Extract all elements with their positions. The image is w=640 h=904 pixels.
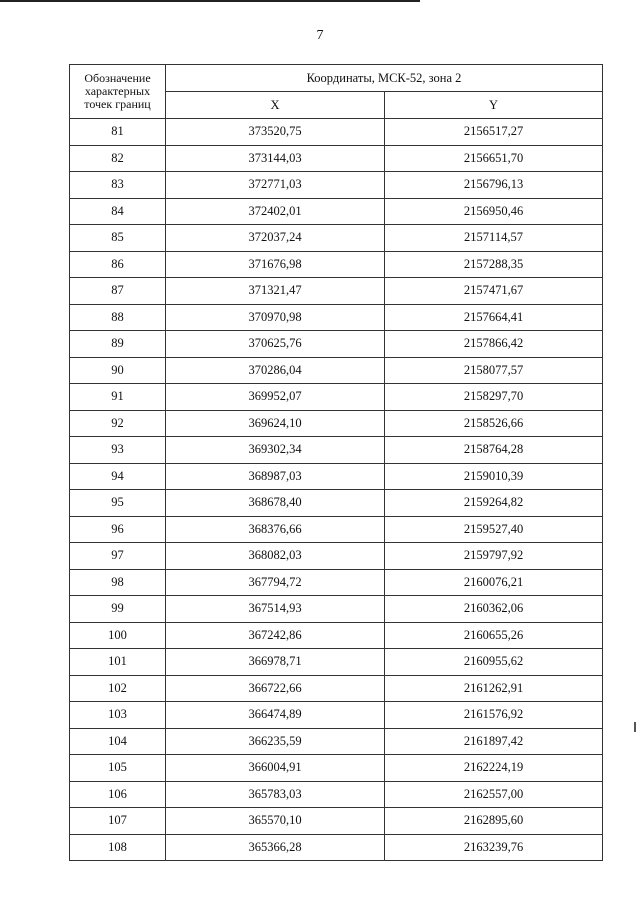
cell-y: 2157866,42: [385, 331, 603, 358]
cell-y: 2160076,21: [385, 569, 603, 596]
table-row: [70, 755, 603, 782]
cell-y: 2158526,66: [385, 410, 603, 437]
cell-point: 98: [70, 569, 166, 596]
table-row: [70, 543, 603, 570]
cell-point: 105: [70, 755, 166, 782]
cell-y: 2157114,57: [385, 225, 603, 252]
cell-point: 93: [70, 437, 166, 464]
coordinates-table: [69, 64, 603, 861]
cell-y: 2160955,62: [385, 649, 603, 676]
header-coordinates: Координаты, МСК-52, зона 2: [166, 65, 603, 92]
cell-x: 372037,24: [166, 225, 385, 252]
cell-point: 94: [70, 463, 166, 490]
cell-point: 97: [70, 543, 166, 570]
cell-x: 373144,03: [166, 145, 385, 172]
cell-y: 2156651,70: [385, 145, 603, 172]
cell-point: 87: [70, 278, 166, 305]
cell-point: 85: [70, 225, 166, 252]
cell-x: 368376,66: [166, 516, 385, 543]
cell-x: 368082,03: [166, 543, 385, 570]
table-row: [70, 225, 603, 252]
cell-y: 2161576,92: [385, 702, 603, 729]
cell-point: 101: [70, 649, 166, 676]
cell-y: 2158297,70: [385, 384, 603, 411]
cell-point: 89: [70, 331, 166, 358]
cell-point: 96: [70, 516, 166, 543]
table-row: [70, 675, 603, 702]
cell-x: 365570,10: [166, 808, 385, 835]
cell-x: 365366,28: [166, 834, 385, 861]
cell-point: 100: [70, 622, 166, 649]
cell-x: 373520,75: [166, 119, 385, 146]
table-row: [70, 622, 603, 649]
cell-x: 370286,04: [166, 357, 385, 384]
cell-point: 86: [70, 251, 166, 278]
cell-y: 2160655,26: [385, 622, 603, 649]
cell-x: 367514,93: [166, 596, 385, 623]
cell-point: 91: [70, 384, 166, 411]
table-row: [70, 145, 603, 172]
table-row: [70, 172, 603, 199]
cell-x: 369624,10: [166, 410, 385, 437]
table-row: [70, 490, 603, 517]
cell-y: 2162557,00: [385, 781, 603, 808]
cell-x: 372771,03: [166, 172, 385, 199]
cell-point: 84: [70, 198, 166, 225]
table-row: [70, 808, 603, 835]
table-row: [70, 331, 603, 358]
table-row: [70, 304, 603, 331]
cell-x: 366474,89: [166, 702, 385, 729]
cell-y: 2159010,39: [385, 463, 603, 490]
cell-point: 92: [70, 410, 166, 437]
cell-y: 2156950,46: [385, 198, 603, 225]
cell-point: 99: [70, 596, 166, 623]
cell-y: 2160362,06: [385, 596, 603, 623]
header-point-designation: Обозначение характерных точек границ: [70, 65, 166, 119]
cell-y: 2157471,67: [385, 278, 603, 305]
cell-y: 2156517,27: [385, 119, 603, 146]
table-row: [70, 198, 603, 225]
cell-x: 366722,66: [166, 675, 385, 702]
cell-point: 95: [70, 490, 166, 517]
cell-point: 106: [70, 781, 166, 808]
cell-y: 2162895,60: [385, 808, 603, 835]
cell-point: 107: [70, 808, 166, 835]
cell-point: 103: [70, 702, 166, 729]
table-row: [70, 596, 603, 623]
cell-point: 82: [70, 145, 166, 172]
table-row: [70, 728, 603, 755]
cell-x: 368678,40: [166, 490, 385, 517]
cell-point: 88: [70, 304, 166, 331]
cell-y: 2159797,92: [385, 543, 603, 570]
cell-y: 2157664,41: [385, 304, 603, 331]
cell-x: 372402,01: [166, 198, 385, 225]
cell-x: 367794,72: [166, 569, 385, 596]
cell-y: 2159264,82: [385, 490, 603, 517]
table-row: [70, 569, 603, 596]
cell-x: 369952,07: [166, 384, 385, 411]
page-number: 7: [316, 28, 324, 43]
table-row: [70, 463, 603, 490]
cell-x: 368987,03: [166, 463, 385, 490]
table-row: [70, 437, 603, 464]
cell-x: 365783,03: [166, 781, 385, 808]
table-row: [70, 119, 603, 146]
cell-x: 366004,91: [166, 755, 385, 782]
cell-x: 370970,98: [166, 304, 385, 331]
table-row: [70, 516, 603, 543]
cell-x: 367242,86: [166, 622, 385, 649]
cell-point: 104: [70, 728, 166, 755]
table-row: [70, 781, 603, 808]
header-y: Y: [385, 92, 603, 119]
cell-x: 370625,76: [166, 331, 385, 358]
cell-y: 2161897,42: [385, 728, 603, 755]
table-row: [70, 278, 603, 305]
table-row: [70, 649, 603, 676]
cell-y: 2159527,40: [385, 516, 603, 543]
cell-y: 2162224,19: [385, 755, 603, 782]
table-row: [70, 410, 603, 437]
cell-x: 366978,71: [166, 649, 385, 676]
table-row: [70, 702, 603, 729]
cell-x: 369302,34: [166, 437, 385, 464]
table-row: [70, 357, 603, 384]
cell-x: 371676,98: [166, 251, 385, 278]
header-x: X: [166, 92, 385, 119]
edge-mark: [634, 722, 636, 732]
cell-y: 2163239,76: [385, 834, 603, 861]
cell-y: 2156796,13: [385, 172, 603, 199]
cell-y: 2157288,35: [385, 251, 603, 278]
cell-y: 2158764,28: [385, 437, 603, 464]
top-rule: [0, 0, 420, 2]
cell-y: 2158077,57: [385, 357, 603, 384]
cell-point: 81: [70, 119, 166, 146]
cell-x: 371321,47: [166, 278, 385, 305]
table-row: [70, 834, 603, 861]
table-row: [70, 384, 603, 411]
cell-x: 366235,59: [166, 728, 385, 755]
cell-point: 83: [70, 172, 166, 199]
cell-point: 108: [70, 834, 166, 861]
cell-point: 102: [70, 675, 166, 702]
cell-y: 2161262,91: [385, 675, 603, 702]
cell-point: 90: [70, 357, 166, 384]
table-row: [70, 251, 603, 278]
